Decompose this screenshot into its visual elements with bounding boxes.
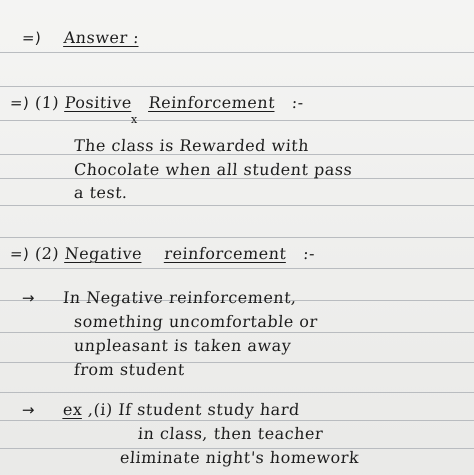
implies-arrow-icon: =)	[9, 94, 31, 112]
section-number: (2)	[34, 244, 60, 263]
negative-heading-row	[9, 244, 315, 263]
paragraph-line: a test.	[73, 183, 129, 202]
cross-mark: x	[131, 113, 138, 126]
ruled-line	[0, 120, 474, 121]
paragraph-line: The class is Rewarded with	[73, 136, 310, 155]
reinforcement-title-word: reinforcement	[163, 244, 288, 263]
paragraph-line: something uncomfortable or	[73, 312, 319, 331]
ruled-line	[0, 362, 474, 363]
example-line: If student study hard	[117, 400, 301, 419]
ruled-line	[0, 205, 474, 206]
example-number: ,(i)	[87, 400, 114, 419]
paragraph-line: In Negative reinforcement,	[62, 288, 298, 307]
example-label: ex	[62, 400, 84, 419]
example-line: eliminate night's homework	[119, 448, 360, 467]
answer-heading: Answer :	[63, 28, 140, 47]
positive-title-word: Positive	[64, 93, 133, 112]
right-arrow-icon: →	[21, 401, 36, 419]
bullet-row	[21, 288, 297, 307]
positive-heading-row	[9, 93, 304, 112]
implies-arrow-icon: =)	[21, 29, 43, 47]
example-line: in class, then teacher	[137, 424, 324, 443]
paragraph-line: Chocolate when all student pass	[73, 160, 353, 179]
ruled-line	[0, 420, 474, 421]
implies-arrow-icon: =)	[9, 245, 31, 263]
reinforcement-title-word: Reinforcement	[148, 93, 276, 112]
ruled-line	[0, 268, 474, 269]
heading-suffix: :-	[291, 93, 305, 112]
paragraph-line: from student	[73, 360, 186, 379]
ruled-line	[0, 332, 474, 333]
ruled-line	[0, 86, 474, 87]
paragraph-line: unpleasant is taken away	[73, 336, 292, 355]
example-row	[21, 400, 300, 419]
section-number: (1)	[34, 93, 60, 112]
answer-heading-row	[21, 28, 139, 47]
negative-title-word: Negative	[64, 244, 143, 263]
ruled-line	[0, 52, 474, 53]
heading-suffix: :-	[302, 244, 316, 263]
right-arrow-icon: →	[21, 289, 36, 307]
ruled-line	[0, 392, 474, 393]
ruled-line	[0, 237, 474, 238]
